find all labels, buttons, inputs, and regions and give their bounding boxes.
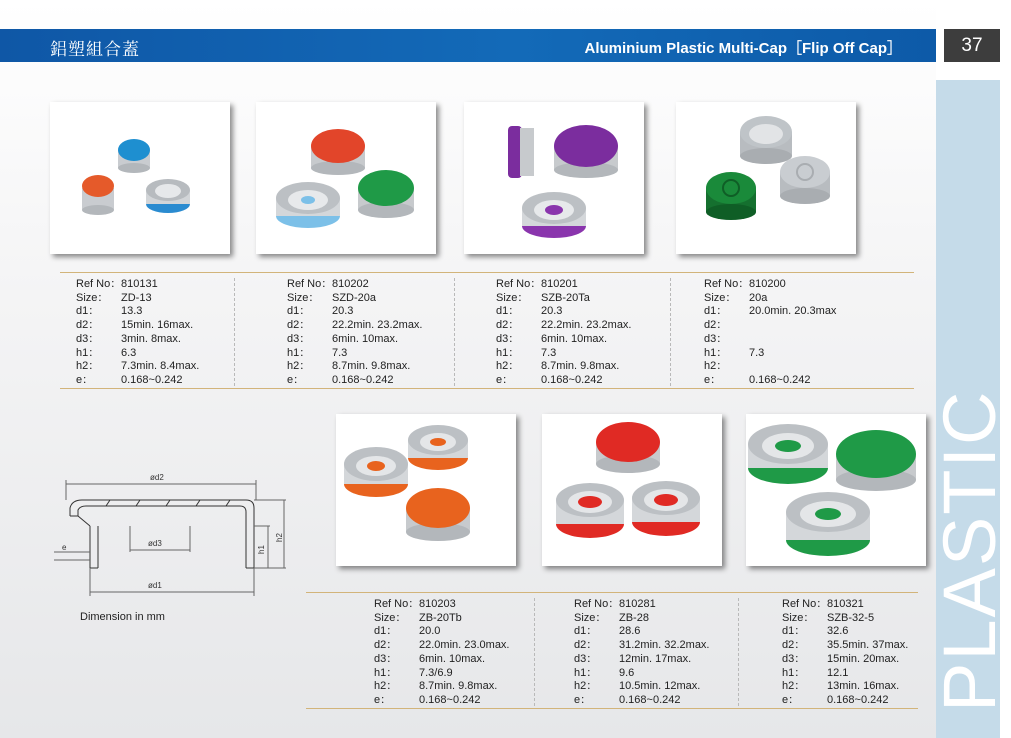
cap-alu-green (706, 172, 756, 220)
spec-key: Ref No： (782, 598, 828, 610)
spec-key: Size： (782, 611, 815, 624)
spec-row-h1 (704, 347, 836, 361)
spec-key: e： (574, 693, 592, 706)
spec-key: d2： (76, 319, 100, 332)
spec-separator (534, 598, 535, 706)
spec-value: 0.168~0.242 (749, 373, 811, 386)
spec-row-h1 (782, 667, 908, 681)
divider-bottom-bottom (306, 708, 918, 709)
spec-row-size (782, 612, 908, 626)
dimension-caption: Dimension in mm (80, 611, 165, 623)
spec-key: Size： (287, 291, 320, 304)
spec-row-d1 (704, 305, 836, 319)
spec-key: d2： (496, 319, 520, 332)
spec-value: 20.3 (541, 305, 563, 318)
spec-separator (454, 278, 455, 386)
spec-row-d2 (374, 639, 510, 653)
product-photo-6 (542, 414, 722, 566)
spec-key: h1： (574, 666, 598, 679)
spec-value: ZD-13 (121, 291, 152, 304)
spec-value: 8.7min. 9.8max. (541, 360, 620, 373)
spec-block-4 (704, 278, 836, 388)
spec-key: Size： (374, 611, 407, 624)
spec-value: 810281 (619, 598, 656, 610)
spec-separator (234, 278, 235, 386)
spec-row-d3 (782, 653, 908, 667)
cap-alu-open (740, 116, 792, 164)
spec-row-d2 (287, 319, 423, 333)
spec-block-6 (574, 598, 710, 708)
spec-value: 8.7min. 9.8max. (419, 680, 498, 693)
spec-row-d3 (496, 333, 632, 347)
spec-value: SZD-20a (332, 291, 377, 304)
spec-value: 15min. 16max. (121, 319, 194, 332)
spec-key: d1： (374, 625, 398, 638)
spec-row-d1 (287, 305, 423, 319)
divider-bottom-top (306, 592, 918, 593)
spec-key: h1： (76, 346, 100, 359)
label-h1: h1 (257, 545, 266, 554)
spec-key: d2： (782, 639, 806, 652)
spec-row-ref (496, 278, 632, 292)
spec-row-h1 (496, 347, 632, 361)
spec-row-ref (287, 278, 423, 292)
title-english: Aluminium Plastic Multi-Cap［Flip Off Cap］ (584, 40, 902, 57)
spec-key: d1： (496, 305, 520, 318)
spec-row-h1 (76, 347, 199, 361)
spec-value: 28.6 (619, 625, 641, 638)
spec-key: d3： (76, 332, 100, 345)
spec-key: Ref No： (76, 278, 122, 290)
spec-key: d3： (782, 652, 806, 665)
cap-purple (554, 125, 618, 178)
spec-row-h2 (496, 360, 632, 374)
spec-row-d2 (782, 639, 908, 653)
label-d2: ød2 (150, 473, 164, 482)
spec-value: 20.3 (332, 305, 354, 318)
product-photo-5 (336, 414, 516, 566)
spec-value: ZB-28 (619, 611, 649, 624)
spec-value: 12.1 (827, 666, 849, 679)
spec-key: d1： (287, 305, 311, 318)
cap-orange-closed (406, 488, 470, 541)
spec-value: 810201 (541, 278, 578, 290)
spec-key: e： (704, 373, 722, 386)
spec-row-d1 (782, 625, 908, 639)
spec-key: h2： (496, 360, 520, 373)
cap-alu-silver (780, 156, 830, 204)
spec-key: h2： (287, 360, 311, 373)
cap-green-closed (836, 430, 916, 491)
product-photo-4 (676, 102, 856, 254)
spec-row-d3 (704, 333, 836, 347)
spec-block-7 (782, 598, 908, 708)
spec-value: 20a (749, 291, 768, 304)
divider-top-specs (60, 272, 914, 273)
spec-separator (670, 278, 671, 386)
spec-value: ZB-20Tb (419, 611, 462, 624)
spec-row-e (76, 374, 199, 388)
spec-value: 12min. 17max. (619, 652, 692, 665)
spec-value: 810200 (749, 278, 786, 290)
spec-block-3 (496, 278, 632, 388)
label-d3: ød3 (148, 539, 162, 548)
spec-value: 9.6 (619, 666, 635, 679)
spec-row-d3 (76, 333, 199, 347)
spec-value: 6min. 10max. (332, 332, 399, 345)
spec-row-e (574, 694, 710, 708)
product-photo-7 (746, 414, 926, 566)
cap-open-orange-left (344, 447, 408, 497)
spec-row-h2 (704, 360, 836, 374)
cap-red (311, 129, 365, 175)
spec-row-d1 (574, 625, 710, 639)
spec-key: d3： (704, 332, 728, 345)
spec-key: Ref No： (287, 278, 333, 290)
spec-value: 6min. 10max. (541, 332, 608, 345)
spec-row-h1 (374, 667, 510, 681)
spec-key: d3： (496, 332, 520, 345)
spec-key: h2： (782, 680, 806, 693)
spec-value: 0.168~0.242 (619, 693, 681, 706)
spec-value: 0.168~0.242 (541, 373, 603, 386)
spec-key: Size： (496, 291, 529, 304)
spec-row-h2 (76, 360, 199, 374)
spec-key: h2： (574, 680, 598, 693)
spec-value: 20.0 (419, 625, 441, 638)
spec-row-d3 (287, 333, 423, 347)
spec-block-1 (76, 278, 199, 388)
product-photo-2 (256, 102, 436, 254)
spec-row-e (287, 374, 423, 388)
cap-orange (82, 175, 114, 215)
spec-block-5 (374, 598, 510, 708)
spec-row-ref (374, 598, 510, 612)
spec-row-ref (76, 278, 199, 292)
spec-value: 3min. 8max. (121, 332, 181, 345)
spec-key: d1： (76, 305, 100, 318)
spec-key: e： (76, 373, 94, 386)
cap-open-red-left (556, 483, 624, 538)
spec-value: SZB-32-5 (827, 611, 875, 624)
spec-key: d3： (287, 332, 311, 345)
spec-row-h1 (287, 347, 423, 361)
spec-key: e： (782, 693, 800, 706)
header-bar (0, 29, 936, 62)
spec-value: 810131 (121, 278, 158, 290)
spec-row-d1 (496, 305, 632, 319)
spec-row-ref (574, 598, 710, 612)
cap-open-orange-right (408, 425, 468, 470)
spec-key: Ref No： (704, 278, 750, 290)
spec-key: e： (287, 373, 305, 386)
label-d1: ød1 (148, 581, 162, 590)
spec-row-size (287, 292, 423, 306)
spec-row-size (704, 292, 836, 306)
spec-key: d3： (374, 652, 398, 665)
spec-key: d3： (574, 652, 598, 665)
spec-key: Ref No： (374, 598, 420, 610)
spec-value: 15min. 20max. (827, 652, 900, 665)
spec-value: 31.2min. 32.2max. (619, 639, 710, 652)
label-e: e (62, 543, 67, 552)
spec-value: 7.3min. 8.4max. (121, 360, 200, 373)
spec-key: h1： (287, 346, 311, 359)
spec-value: 32.6 (827, 625, 849, 638)
spec-value: 35.5min. 37max. (827, 639, 909, 652)
spec-key: Size： (76, 291, 109, 304)
spec-value: 0.168~0.242 (419, 693, 481, 706)
side-label: PLASTIC (928, 389, 1011, 712)
spec-key: h1： (782, 666, 806, 679)
spec-value: 0.168~0.242 (121, 373, 183, 386)
spec-value: 7.3/6.9 (419, 666, 453, 679)
spec-row-d1 (374, 625, 510, 639)
spec-row-h2 (287, 360, 423, 374)
spec-row-e (704, 374, 836, 388)
spec-row-ref (704, 278, 836, 292)
spec-key: h1： (374, 666, 398, 679)
cap-open-lightblue (276, 182, 340, 228)
spec-row-size (496, 292, 632, 306)
spec-key: e： (496, 373, 514, 386)
spec-value: 810321 (827, 598, 864, 610)
spec-value: 6min. 10max. (419, 652, 486, 665)
spec-key: e： (374, 693, 392, 706)
spec-row-size (574, 612, 710, 626)
spec-value: 8.7min. 9.8max. (332, 360, 411, 373)
cap-open-purple (522, 192, 586, 238)
cap-red-closed (596, 422, 660, 473)
dimension-drawing (50, 460, 310, 610)
spec-key: h1： (496, 346, 520, 359)
spec-value: 7.3 (749, 346, 765, 359)
cap-open-green-front (786, 492, 870, 556)
spec-row-d2 (496, 319, 632, 333)
spec-key: h2： (704, 360, 728, 373)
spec-row-h2 (574, 680, 710, 694)
cap-open-red-right (632, 481, 700, 536)
spec-key: d2： (574, 639, 598, 652)
product-photo-1 (50, 102, 230, 254)
spec-row-d2 (76, 319, 199, 333)
spec-row-e (782, 694, 908, 708)
title-chinese: 鋁塑組合蓋 (50, 40, 140, 59)
spec-row-size (374, 612, 510, 626)
spec-row-ref (782, 598, 908, 612)
spec-key: Ref No： (574, 598, 620, 610)
spec-value: 6.3 (121, 346, 137, 359)
spec-value: 0.168~0.242 (332, 373, 394, 386)
spec-row-d3 (374, 653, 510, 667)
spec-key: h1： (704, 346, 728, 359)
spec-value: SZB-20Ta (541, 291, 590, 304)
spec-key: d1： (704, 305, 728, 318)
spec-value: 810203 (419, 598, 456, 610)
spec-value: 810202 (332, 278, 369, 290)
spec-row-h2 (782, 680, 908, 694)
page-number: 37 (944, 29, 1000, 62)
spec-key: h2： (76, 360, 100, 373)
spec-key: d1： (574, 625, 598, 638)
spec-value: 13min. 16max. (827, 680, 900, 693)
spec-value: 7.3 (332, 346, 348, 359)
spec-key: Size： (574, 611, 607, 624)
product-photo-3 (464, 102, 644, 254)
spec-key: d2： (374, 639, 398, 652)
cap-green (358, 170, 414, 218)
spec-value: 22.2min. 23.2max. (541, 319, 632, 332)
spec-row-h1 (574, 667, 710, 681)
spec-key: h2： (374, 680, 398, 693)
spec-row-size (76, 292, 199, 306)
spec-key: d2： (704, 319, 728, 332)
spec-row-h2 (374, 680, 510, 694)
divider-bottom-specs (60, 388, 914, 389)
spec-row-d2 (704, 319, 836, 333)
cap-purple-side (508, 126, 534, 178)
spec-key: d2： (287, 319, 311, 332)
spec-value: 7.3 (541, 346, 557, 359)
spec-value: 0.168~0.242 (827, 693, 889, 706)
spec-row-e (374, 694, 510, 708)
spec-block-2 (287, 278, 423, 388)
cap-open-blue (146, 179, 190, 213)
spec-separator (738, 598, 739, 706)
spec-row-d2 (574, 639, 710, 653)
cap-open-green-back (748, 424, 828, 484)
spec-value: 10.5min. 12max. (619, 680, 701, 693)
spec-row-d3 (574, 653, 710, 667)
spec-row-e (496, 374, 632, 388)
label-h2: h2 (275, 533, 284, 542)
spec-key: d1： (782, 625, 806, 638)
spec-key: Ref No： (496, 278, 542, 290)
spec-value: 20.0min. 20.3max (749, 305, 837, 318)
spec-value: 22.2min. 23.2max. (332, 319, 423, 332)
spec-value: 13.3 (121, 305, 143, 318)
spec-row-d1 (76, 305, 199, 319)
cap-blue (118, 139, 150, 173)
spec-value: 22.0min. 23.0max. (419, 639, 510, 652)
spec-key: Size： (704, 291, 737, 304)
